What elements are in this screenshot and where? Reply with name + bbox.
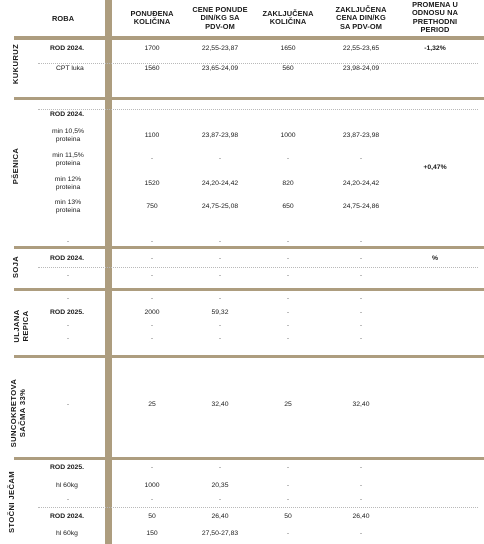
kukuruz-r2-cene: 23,65-24,09	[201, 65, 239, 72]
stocni-r3-zakljucena-cena: 26,40	[352, 513, 370, 520]
uljana-r3-roba: -	[66, 335, 70, 342]
uljana-r3-cene: -	[218, 335, 222, 342]
soja-r1-zakljucena: -	[286, 255, 290, 262]
stocni-rod-2025: ROD 2025.	[50, 464, 85, 471]
psenica-r5-ponudjena: -	[150, 238, 154, 245]
stocni-r0-zakljucena-cena: -	[359, 464, 363, 471]
row-separator	[38, 267, 478, 268]
uljana-r0-roba: -	[66, 295, 70, 302]
stocni-r4-zakljucena: -	[286, 530, 290, 537]
psenica-r4-zakljucena: 650	[282, 203, 294, 210]
psenica-r3-cene: 24,20-24,42	[201, 180, 239, 187]
stocni-r0-zakljucena: -	[286, 464, 290, 471]
uljana-r1-cene: 59,32	[211, 309, 229, 316]
stocni-r0-ponudjena: -	[150, 464, 154, 471]
soja-r1-cene: -	[218, 255, 222, 262]
stocni-r4-cene: 27,50-27,83	[201, 530, 239, 537]
stocni-r1-zakljucena: -	[286, 482, 290, 489]
row-separator	[38, 109, 478, 110]
header-divider	[14, 36, 484, 40]
uljana-r1-ponudjena: 2000	[144, 309, 160, 316]
section-label-uljana-repica: ULJANA REPICA	[12, 309, 30, 343]
section-label-soja: SOJA	[11, 255, 20, 279]
uljana-r1-zakljucena-cena: -	[359, 309, 363, 316]
soja-r1-ponudjena: -	[150, 255, 154, 262]
kukuruz-r2-zakljucena: 560	[282, 65, 294, 72]
uljana-r2-roba: -	[66, 322, 70, 329]
psenica-r5-roba: -	[66, 238, 70, 245]
kukuruz-r1-zakljucena: 1650	[280, 45, 296, 52]
soja-promena: %	[431, 255, 439, 262]
uljana-r2-zakljucena: -	[286, 322, 290, 329]
stocni-r3-ponudjena: 50	[148, 513, 156, 520]
section-label-stocni-jecam: STOČNI JEČAM	[7, 470, 16, 534]
row-separator	[38, 507, 478, 508]
psenica-r4-roba: min 13% proteina	[54, 199, 82, 214]
psenica-r5-cene: -	[218, 238, 222, 245]
uljana-r2-ponudjena: -	[150, 322, 154, 329]
psenica-r1-roba: min 10,5% proteina	[51, 128, 85, 143]
stocni-r1-roba: hl 60kg	[56, 482, 78, 489]
uljana-r3-zakljucena-cena: -	[359, 335, 363, 342]
soja-rod-2024: ROD 2024.	[50, 255, 85, 262]
psenica-r3-ponudjena: 1520	[144, 180, 160, 187]
stocni-r2-ponudjena: -	[150, 496, 154, 503]
header-roba: ROBA	[52, 14, 75, 23]
section-divider-uljana	[14, 355, 484, 358]
stocni-r2-roba: -	[66, 496, 70, 503]
section-label-psenica: PŠENICA	[11, 147, 20, 185]
section-divider-suncokretova	[14, 457, 484, 460]
psenica-r2-zakljucena: -	[286, 155, 290, 162]
section-divider-kukuruz	[14, 97, 484, 100]
psenica-r5-zakljucena: -	[286, 238, 290, 245]
stocni-r2-cene: -	[218, 496, 222, 503]
stocni-rod-2024: ROD 2024.	[50, 513, 85, 520]
uljana-r1-zakljucena: -	[286, 309, 290, 316]
psenica-r1-ponudjena: 1100	[144, 132, 160, 139]
row-separator	[38, 63, 478, 64]
stocni-r3-zakljucena: 50	[284, 513, 292, 520]
soja-r2-roba: -	[66, 272, 70, 279]
stocni-r3-cene: 26,40	[211, 513, 229, 520]
stocni-r1-ponudjena: 1000	[144, 482, 160, 489]
suncokretova-zakljucena-cena: 32,40	[352, 401, 370, 408]
uljana-r3-zakljucena: -	[286, 335, 290, 342]
uljana-r0-ponudjena: -	[150, 295, 154, 302]
psenica-r3-zakljucena-cena: 24,20-24,42	[342, 180, 380, 187]
stocni-r2-zakljucena: -	[286, 496, 290, 503]
psenica-r3-zakljucena: 820	[282, 180, 294, 187]
header-cene-ponude: CENE PONUDE DIN/KG SA PDV-OM	[192, 5, 248, 31]
section-divider-psenica	[14, 246, 484, 249]
section-divider-soja	[14, 288, 484, 291]
kukuruz-r1-zakljucena-cena: 22,55-23,65	[342, 45, 380, 52]
kukuruz-promena: -1,32%	[424, 45, 446, 52]
uljana-r2-cene: -	[218, 322, 222, 329]
kukuruz-r2-ponudjena: 1560	[144, 65, 160, 72]
psenica-rod-2024: ROD 2024.	[50, 111, 85, 118]
uljana-rod-2025: ROD 2025.	[50, 309, 85, 316]
psenica-r2-ponudjena: -	[150, 155, 154, 162]
section-label-kukuruz: KUKURUZ	[11, 43, 20, 85]
uljana-r0-zakljucena: -	[286, 295, 290, 302]
soja-r2-cene: -	[218, 272, 222, 279]
psenica-r4-ponudjena: 750	[146, 203, 158, 210]
psenica-r1-cene: 23,87-23,98	[201, 132, 239, 139]
stocni-r2-zakljucena-cena: -	[359, 496, 363, 503]
header-ponudjena-kolicina: PONUĐENA KOLIČINA	[130, 9, 174, 27]
header-zakljucena-kolicina: ZAKLJUČENA KOLIČINA	[262, 9, 314, 27]
psenica-r2-roba: min 11,5% proteina	[52, 152, 84, 167]
stocni-r4-zakljucena-cena: -	[359, 530, 363, 537]
kukuruz-r1-cene: 22,55-23,87	[201, 45, 239, 52]
stocni-r1-zakljucena-cena: -	[359, 482, 363, 489]
kukuruz-r2-zakljucena-cena: 23,98-24,09	[342, 65, 380, 72]
suncokretova-zakljucena: 25	[284, 401, 292, 408]
suncokretova-roba: -	[66, 401, 70, 408]
uljana-r0-cene: -	[218, 295, 222, 302]
stocni-r0-cene: -	[218, 464, 222, 471]
uljana-r0-zakljucena-cena: -	[359, 295, 363, 302]
soja-r2-ponudjena: -	[150, 272, 154, 279]
soja-r1-zakljucena-cena: -	[359, 255, 363, 262]
psenica-r2-cene: -	[218, 155, 222, 162]
uljana-r3-ponudjena: -	[150, 335, 154, 342]
psenica-r4-cene: 24,75-25,08	[201, 203, 239, 210]
column-divider	[105, 0, 112, 544]
psenica-r4-zakljucena-cena: 24,75-24,86	[342, 203, 380, 210]
kukuruz-cpt-luka: CPT luka	[56, 65, 84, 72]
header-zakljucena-cena: ZAKLJUČENA CENA DIN/KG SA PDV-OM	[335, 5, 387, 31]
stocni-r4-roba: hl 60kg	[56, 530, 78, 537]
kukuruz-r1-ponudjena: 1700	[144, 45, 160, 52]
psenica-r1-zakljucena-cena: 23,87-23,98	[342, 132, 380, 139]
header-promena: PROMENA U ODNOSU NA PRETHODNI PERIOD	[411, 0, 459, 35]
psenica-promena: +0,47%	[423, 164, 447, 171]
kukuruz-rod-2024: ROD 2024.	[50, 45, 85, 52]
section-label-suncokretova-sacma: SUNCOKRETOVA SAČMA 33%	[9, 378, 27, 448]
soja-r2-zakljucena: -	[286, 272, 290, 279]
suncokretova-ponudjena: 25	[148, 401, 156, 408]
uljana-r2-zakljucena-cena: -	[359, 322, 363, 329]
psenica-r5-zakljucena-cena: -	[359, 238, 363, 245]
psenica-r1-zakljucena: 1000	[280, 132, 296, 139]
soja-r2-zakljucena-cena: -	[359, 272, 363, 279]
suncokretova-cene: 32,40	[211, 401, 229, 408]
psenica-r3-roba: min 12% proteina	[54, 176, 82, 191]
stocni-r4-ponudjena: 150	[146, 530, 158, 537]
stocni-r1-cene: 20,35	[211, 482, 229, 489]
psenica-r2-zakljucena-cena: -	[359, 155, 363, 162]
